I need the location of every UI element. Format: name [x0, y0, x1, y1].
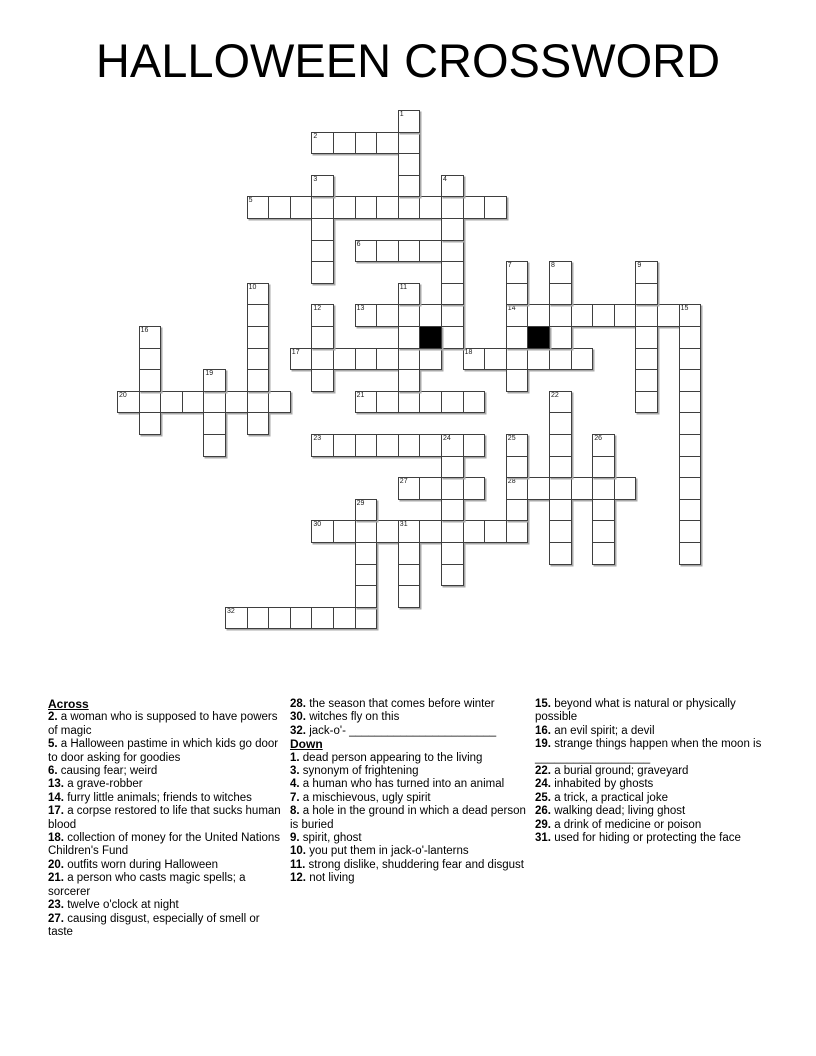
grid-cell[interactable] — [355, 132, 378, 155]
grid-cell[interactable] — [117, 391, 140, 414]
clue-number: 32. — [290, 724, 306, 737]
grid-cell[interactable] — [419, 348, 442, 371]
grid-cell[interactable] — [419, 196, 442, 219]
grid-cell[interactable] — [549, 261, 572, 284]
grid-cell[interactable] — [635, 304, 658, 327]
grid-cell[interactable] — [355, 520, 378, 543]
clue-4: 4. a human who has turned into an animal — [290, 778, 505, 791]
grid-cell[interactable] — [398, 434, 421, 457]
grid-cell[interactable] — [679, 348, 702, 371]
grid-cell[interactable] — [182, 391, 205, 414]
clue-31: 31. used for hiding or protecting the face — [535, 832, 741, 845]
grid-cell[interactable] — [592, 456, 615, 479]
grid-cell[interactable] — [203, 412, 226, 435]
grid-cell[interactable] — [290, 607, 313, 630]
clue-14: 14. furry little animals; friends to witches — [48, 791, 252, 804]
cell-number: 21 — [356, 391, 365, 399]
grid-cell[interactable] — [463, 391, 486, 414]
grid-cell[interactable] — [355, 348, 378, 371]
grid-cell[interactable] — [679, 369, 702, 392]
grid-cell[interactable] — [679, 499, 702, 522]
grid-cell[interactable] — [398, 542, 421, 565]
grid-cell[interactable] — [441, 240, 464, 263]
grid-cell[interactable] — [419, 520, 442, 543]
clue-12: 12. not living — [290, 872, 355, 885]
grid-cell[interactable] — [247, 196, 270, 219]
clue-6: 6. causing fear; weird — [48, 765, 158, 778]
grid-cell[interactable] — [679, 326, 702, 349]
grid-cell[interactable] — [376, 520, 399, 543]
grid-cell[interactable] — [679, 434, 702, 457]
grid-cell[interactable] — [398, 304, 421, 327]
grid-cell[interactable] — [592, 520, 615, 543]
clue-number: 8. — [290, 805, 300, 818]
grid-cell[interactable] — [635, 326, 658, 349]
grid-cell[interactable] — [441, 456, 464, 479]
clue-18: 18. collection of money for the United Nations Children's Fund — [48, 832, 281, 858]
cell-number: 4 — [443, 175, 447, 183]
clue-13: 13. a grave-robber — [48, 778, 143, 791]
grid-cell[interactable] — [311, 326, 334, 349]
grid-cell[interactable] — [376, 434, 399, 457]
grid-cell[interactable] — [247, 326, 270, 349]
grid-cell[interactable] — [290, 348, 313, 371]
grid-cell[interactable] — [333, 520, 356, 543]
grid-cell[interactable] — [441, 218, 464, 241]
clue-20: 20. outfits worn during Halloween — [48, 858, 219, 871]
clue-column-2 — [290, 698, 528, 886]
grid-cell[interactable] — [311, 369, 334, 392]
grid-cell[interactable] — [549, 304, 572, 327]
grid-cell[interactable] — [635, 261, 658, 284]
grid-cell[interactable] — [635, 348, 658, 371]
grid-cell[interactable] — [506, 326, 529, 349]
grid-cell[interactable] — [398, 175, 421, 198]
grid-cell[interactable] — [441, 434, 464, 457]
grid-cell[interactable] — [463, 477, 486, 500]
cell-number: 10 — [248, 283, 257, 291]
clue-10: 10. you put them in jack-o'-lanterns — [290, 845, 469, 858]
grid-cell[interactable] — [549, 412, 572, 435]
cell-number: 24 — [443, 435, 451, 442]
grid-cell[interactable] — [679, 412, 702, 435]
clue-column-1 — [48, 698, 282, 939]
grid-cell[interactable] — [355, 391, 378, 414]
grid-cell[interactable] — [203, 369, 226, 392]
grid-cell[interactable] — [679, 391, 702, 414]
grid-cell[interactable] — [441, 499, 464, 522]
grid-cell[interactable] — [398, 348, 421, 371]
grid-cell[interactable] — [679, 304, 702, 327]
grid-cell[interactable] — [355, 585, 378, 608]
clue-number: 11. — [290, 858, 306, 871]
clue-number: 2. — [48, 711, 58, 724]
blocked-cell — [527, 326, 550, 349]
grid-cell[interactable] — [139, 326, 162, 349]
clue-number: 25. — [535, 791, 551, 804]
grid-cell[interactable] — [549, 434, 572, 457]
grid-cell[interactable] — [506, 520, 529, 543]
cell-number: 25 — [507, 435, 516, 442]
grid-cell[interactable] — [398, 283, 421, 306]
cell-number: 31 — [399, 521, 408, 529]
grid-cell[interactable] — [311, 607, 334, 630]
clue-number: 23. — [48, 899, 64, 912]
cell-number: 20 — [119, 391, 127, 399]
grid-cell[interactable] — [527, 304, 550, 327]
clue-number: 3. — [290, 765, 300, 778]
clue-28: 28. the season that comes before winter — [290, 698, 495, 710]
grid-cell[interactable] — [441, 261, 464, 284]
clue-16: 16. an evil spirit; a devil — [535, 724, 655, 737]
grid-cell[interactable] — [679, 542, 702, 565]
clue-number: 22. — [535, 765, 551, 778]
cell-number: 27 — [399, 478, 408, 486]
clue-number: 12. — [290, 872, 306, 885]
grid-cell[interactable] — [355, 240, 378, 263]
grid-cell[interactable] — [225, 391, 248, 414]
grid-cell[interactable] — [506, 348, 529, 371]
grid-cell[interactable] — [592, 542, 615, 565]
grid-cell[interactable] — [247, 391, 270, 414]
grid-cell[interactable] — [527, 348, 550, 371]
grid-cell[interactable] — [571, 348, 594, 371]
grid-cell[interactable] — [139, 412, 162, 435]
grid-cell[interactable] — [419, 477, 442, 500]
clue-7: 7. a mischievous, ugly spirit — [290, 791, 431, 804]
clue-number: 28. — [290, 698, 306, 710]
grid-cell[interactable] — [571, 304, 594, 327]
grid-cell[interactable] — [506, 304, 529, 327]
grid-cell[interactable] — [247, 369, 270, 392]
cell-number: 8 — [551, 262, 555, 270]
clue-30: 30. witches fly on this — [290, 711, 400, 724]
grid-cell[interactable] — [549, 520, 572, 543]
clue-1: 1. dead person appearing to the living — [290, 751, 483, 764]
grid-cell[interactable] — [398, 391, 421, 414]
clue-number: 19. — [535, 738, 551, 751]
clue-number: 21. — [48, 872, 64, 885]
grid-cell[interactable] — [549, 326, 572, 349]
clue-section-header-across: Across — [48, 697, 89, 711]
grid-cell[interactable] — [376, 132, 399, 155]
grid-cell[interactable] — [484, 520, 507, 543]
grid-cell[interactable] — [679, 477, 702, 500]
grid-cell[interactable] — [441, 283, 464, 306]
clue-number: 9. — [290, 832, 300, 845]
grid-cell[interactable] — [679, 456, 702, 479]
cell-number: 15 — [680, 305, 689, 313]
clue-32: 32. jack-o'- _______________________ — [290, 724, 497, 737]
cell-number: 28 — [507, 478, 516, 486]
grid-cell[interactable] — [441, 175, 464, 198]
clue-number: 7. — [290, 791, 300, 804]
cell-number: 19 — [205, 370, 214, 378]
grid-cell[interactable] — [614, 477, 637, 500]
grid-cell[interactable] — [247, 607, 270, 630]
clue-26: 26. walking dead; living ghost — [535, 805, 686, 818]
grid-cell[interactable] — [398, 369, 421, 392]
grid-cell[interactable] — [506, 456, 529, 479]
grid-cell[interactable] — [290, 196, 313, 219]
grid-cell[interactable] — [311, 261, 334, 284]
grid-cell[interactable] — [333, 607, 356, 630]
grid-cell[interactable] — [355, 434, 378, 457]
grid-cell[interactable] — [506, 369, 529, 392]
grid-cell[interactable] — [549, 477, 572, 500]
grid-cell[interactable] — [333, 196, 356, 219]
grid-cell[interactable] — [571, 477, 594, 500]
cell-number: 29 — [356, 499, 365, 507]
grid-cell[interactable] — [311, 196, 334, 219]
grid-cell[interactable] — [139, 348, 162, 371]
grid-cell[interactable] — [441, 564, 464, 587]
grid-cell[interactable] — [247, 412, 270, 435]
grid-cell[interactable] — [311, 175, 334, 198]
cell-number: 2 — [313, 132, 318, 140]
grid-cell[interactable] — [203, 391, 226, 414]
grid-cell[interactable] — [635, 391, 658, 414]
grid-cell[interactable] — [398, 520, 421, 543]
cell-number: 1 — [399, 111, 404, 118]
grid-cell[interactable] — [247, 348, 270, 371]
grid-cell[interactable] — [549, 542, 572, 565]
clue-19: 19. strange things happen when the moon is __________________ — [535, 738, 762, 764]
clue-17: 17. a corpse restored to life that sucks human blood — [48, 805, 281, 831]
cell-number: 14 — [507, 305, 516, 313]
grid-cell[interactable] — [160, 391, 183, 414]
grid-cell[interactable] — [441, 304, 464, 327]
grid-cell[interactable] — [333, 434, 356, 457]
clue-column-3 — [535, 698, 773, 845]
grid-cell[interactable] — [463, 434, 486, 457]
grid-cell[interactable] — [549, 499, 572, 522]
clue-15: 15. beyond what is natural or physically possible — [535, 698, 736, 724]
grid-cell[interactable] — [311, 240, 334, 263]
clue-number: 29. — [535, 818, 551, 831]
grid-cell[interactable] — [398, 132, 421, 155]
grid-cell[interactable] — [506, 477, 529, 500]
cell-number: 7 — [507, 262, 512, 270]
clue-number: 14. — [48, 791, 64, 804]
grid-cell[interactable] — [463, 520, 486, 543]
clue-number: 18. — [48, 832, 64, 845]
grid-cell[interactable] — [398, 196, 421, 219]
clue-number: 24. — [535, 778, 551, 791]
grid-cell[interactable] — [419, 240, 442, 263]
grid-cell[interactable] — [549, 283, 572, 306]
grid-cell[interactable] — [311, 304, 334, 327]
grid-cell[interactable] — [441, 326, 464, 349]
clue-number: 4. — [290, 778, 300, 791]
grid-cell[interactable] — [484, 348, 507, 371]
grid-cell[interactable] — [268, 196, 291, 219]
grid-cell[interactable] — [355, 542, 378, 565]
grid-cell[interactable] — [592, 477, 615, 500]
grid-cell[interactable] — [398, 564, 421, 587]
grid-cell[interactable] — [311, 348, 334, 371]
grid-cell[interactable] — [506, 434, 529, 457]
cell-number: 18 — [464, 348, 473, 356]
grid-cell[interactable] — [592, 499, 615, 522]
clue-number: 31. — [535, 832, 551, 845]
grid-cell[interactable] — [506, 283, 529, 306]
clue-3: 3. synonym of frightening — [290, 765, 419, 778]
clue-number: 27. — [48, 912, 64, 925]
clue-number: 10. — [290, 845, 306, 858]
grid-cell[interactable] — [311, 434, 334, 457]
clue-number: 17. — [48, 805, 64, 818]
clue-section-header-down: Down — [290, 737, 323, 752]
grid-cell[interactable] — [355, 564, 378, 587]
cell-number: 6 — [356, 240, 361, 248]
grid-cell[interactable] — [592, 304, 615, 327]
clue-29: 29. a drink of medicine or poison — [535, 818, 702, 831]
cell-number: 30 — [313, 521, 322, 529]
cell-number: 32 — [227, 607, 235, 615]
clue-number: 26. — [535, 805, 551, 818]
grid-cell[interactable] — [484, 196, 507, 219]
grid-cell[interactable] — [506, 261, 529, 284]
grid-cell[interactable] — [549, 456, 572, 479]
grid-cell[interactable] — [441, 542, 464, 565]
grid-cell[interactable] — [311, 132, 334, 155]
grid-cell[interactable] — [398, 240, 421, 263]
cell-number: 17 — [291, 348, 300, 356]
grid-cell[interactable] — [419, 434, 442, 457]
clue-25: 25. a trick, a practical joke — [535, 791, 668, 804]
grid-cell[interactable] — [398, 110, 421, 133]
grid-cell[interactable] — [311, 520, 334, 543]
grid-cell[interactable] — [225, 607, 248, 630]
grid-cell[interactable] — [247, 283, 270, 306]
grid-cell[interactable] — [463, 196, 486, 219]
clue-24: 24. inhabited by ghosts — [535, 778, 654, 791]
cell-number: 5 — [248, 197, 253, 205]
grid-cell[interactable] — [592, 434, 615, 457]
grid-cell[interactable] — [398, 326, 421, 349]
grid-cell[interactable] — [614, 304, 637, 327]
clue-number: 30. — [290, 711, 306, 724]
clue-number: 6. — [48, 765, 58, 778]
grid-cell[interactable] — [376, 348, 399, 371]
clue-5: 5. a Halloween pastime in which kids go door to door asking for goodies — [48, 738, 279, 764]
clue-9: 9. spirit, ghost — [290, 832, 362, 845]
grid-cell[interactable] — [679, 520, 702, 543]
grid-cell[interactable] — [463, 348, 486, 371]
grid-cell[interactable] — [549, 391, 572, 414]
grid-cell[interactable] — [657, 304, 680, 327]
clue-27: 27. causing disgust, especially of smell or taste — [48, 912, 260, 938]
grid-cell[interactable] — [355, 499, 378, 522]
clue-number: 20. — [48, 858, 64, 871]
grid-cell[interactable] — [419, 391, 442, 414]
grid-cell[interactable] — [635, 369, 658, 392]
grid-cell[interactable] — [441, 520, 464, 543]
grid-cell[interactable] — [398, 153, 421, 176]
clue-22: 22. a burial ground; graveyard — [535, 765, 689, 778]
grid-cell[interactable] — [376, 196, 399, 219]
grid-cell[interactable] — [398, 477, 421, 500]
page-title: HALLOWEEN CROSSWORD — [95, 34, 721, 87]
clue-2: 2. a woman who is supposed to have powers of magic — [48, 711, 278, 737]
grid-cell[interactable] — [376, 391, 399, 414]
grid-cell[interactable] — [139, 369, 162, 392]
cell-number: 26 — [594, 435, 602, 442]
grid-cell[interactable] — [333, 348, 356, 371]
grid-cell[interactable] — [635, 283, 658, 306]
cell-number: 23 — [313, 435, 322, 442]
grid-cell[interactable] — [247, 304, 270, 327]
cell-number: 9 — [637, 262, 642, 270]
cell-number: 22 — [551, 391, 559, 399]
clue-number: 15. — [535, 698, 551, 710]
grid-cell[interactable] — [419, 304, 442, 327]
grid-cell[interactable] — [441, 477, 464, 500]
grid-cell[interactable] — [376, 240, 399, 263]
grid-cell[interactable] — [441, 196, 464, 219]
clue-number: 13. — [48, 778, 64, 791]
grid-cell[interactable] — [355, 607, 378, 630]
grid-cell[interactable] — [333, 132, 356, 155]
grid-cell[interactable] — [398, 585, 421, 608]
cell-number: 3 — [313, 175, 318, 183]
grid-cell[interactable] — [268, 607, 291, 630]
clue-11: 11. strong dislike, shuddering fear and disgust — [290, 858, 524, 871]
clue-8: 8. a hole in the ground in which a dead person is buried — [290, 805, 526, 831]
clue-23: 23. twelve o'clock at night — [48, 899, 179, 912]
grid-cell[interactable] — [203, 434, 226, 457]
cell-number: 11 — [399, 283, 408, 291]
clue-number: 16. — [535, 724, 551, 737]
blocked-cell — [419, 326, 442, 349]
cell-number: 16 — [140, 327, 149, 334]
grid-cell[interactable] — [376, 304, 399, 327]
cell-number: 13 — [356, 305, 365, 313]
grid-cell[interactable] — [355, 304, 378, 327]
grid-cell[interactable] — [506, 499, 529, 522]
grid-cell[interactable] — [268, 391, 291, 414]
clue-number: 5. — [48, 738, 58, 751]
clue-21: 21. a person who casts magic spells; a sorcerer — [48, 872, 246, 898]
grid-cell[interactable] — [527, 477, 550, 500]
clue-number: 1. — [290, 751, 300, 764]
cell-number: 12 — [313, 305, 322, 313]
grid-cell[interactable] — [311, 218, 334, 241]
grid-cell[interactable] — [355, 196, 378, 219]
grid-cell[interactable] — [549, 348, 572, 371]
grid-cell[interactable] — [441, 391, 464, 414]
grid-cell[interactable] — [139, 391, 162, 414]
